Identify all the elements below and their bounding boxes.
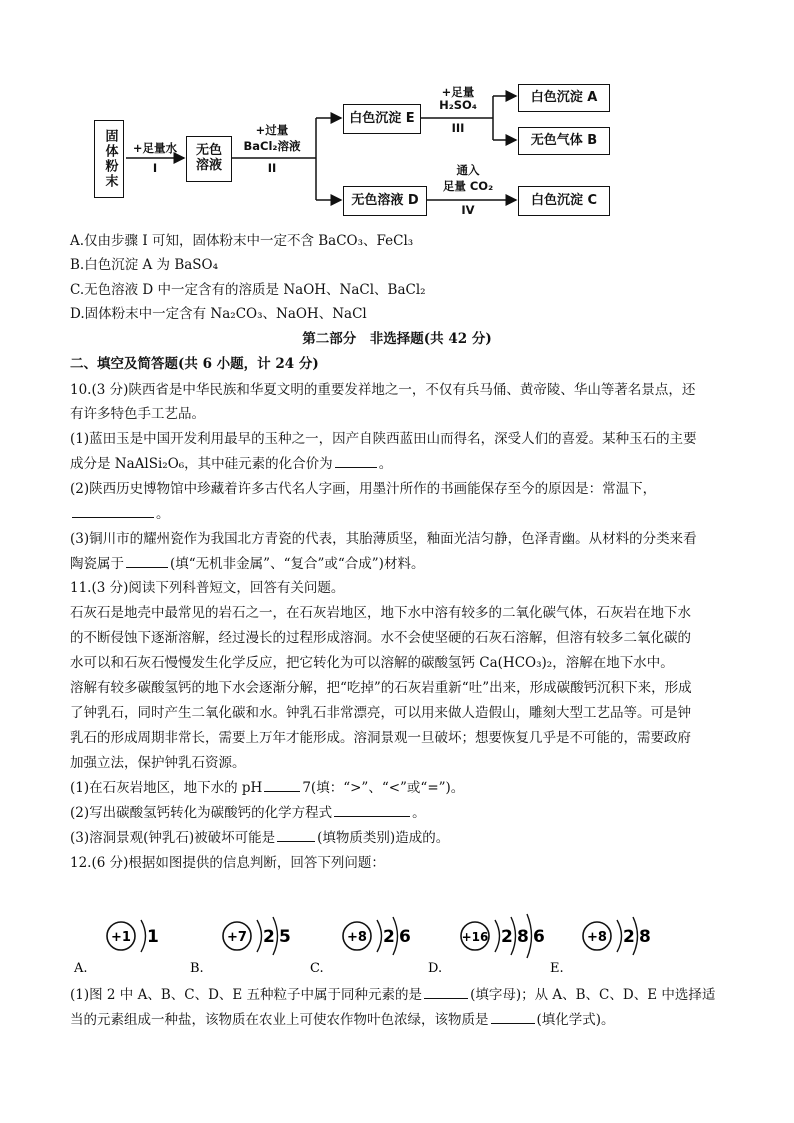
solid-powder-label: 固体粉末 xyxy=(102,129,118,189)
electron-count: 8 xyxy=(639,927,651,947)
electron-count: 6 xyxy=(533,927,545,947)
step1-reagent: +足量水 xyxy=(132,141,178,155)
q10-p3-answer-blank[interactable] xyxy=(126,566,168,568)
q11-p1-answer-blank[interactable] xyxy=(264,790,300,792)
q11-p2 xyxy=(70,801,730,825)
q11-p2-end: 。 xyxy=(412,805,426,821)
atom-diagrams-svg xyxy=(70,900,670,980)
electron-count: 2 xyxy=(383,927,395,947)
q11-para1-line3: 水可以和石灰石慢慢发生化学反应，把它转化为可以溶解的碳酸氢钙 Ca(HCO₃)₂，溶解在地下水中。 xyxy=(70,655,674,671)
q10-p3-line2 xyxy=(70,552,730,576)
q11-p1 xyxy=(70,776,730,800)
q12-p1-answer-blank1[interactable] xyxy=(424,997,468,999)
option-b: B.白色沉淀 A 为 BaSO₄ xyxy=(70,257,219,273)
q10-p1-text: 成分是 NaAlSi₂O₆，其中硅元素的化合价为 xyxy=(70,456,333,472)
nucleus-charge: +1 xyxy=(111,930,131,945)
q11-p1-text: (1)在石灰岩地区，地下水的 pH xyxy=(70,780,263,796)
nucleus-charge: +7 xyxy=(227,930,247,945)
q10-p1-line1: (1)蓝田玉是中国开发利用最早的玉种之一，因产自陕西蓝田山而得名，深受人们的喜爱。某种玉石的主要 xyxy=(70,431,697,447)
q11-p3 xyxy=(70,826,730,850)
q10-p3-end: (填“无机非金属”、“复合”或“合成”)材料。 xyxy=(170,556,425,572)
q11-para1-line2: 的不断侵蚀下逐渐溶解，经过漫长的过程形成溶洞。水不会使坚硬的石灰石溶解，但溶有较多二氧化碳的 xyxy=(70,630,691,646)
electron-count: 6 xyxy=(399,927,411,947)
electron-count: 5 xyxy=(279,927,291,947)
q10-p2-line2 xyxy=(70,502,730,526)
q10-stem-line1: 10.(3 分)陕西省是中华民族和华夏文明的重要发祥地之一，不仅有兵马俑、黄帝陵、华山等著名景点，还 xyxy=(70,382,696,398)
q11-p3-text: (3)溶洞景观(钟乳石)被破坏可能是 xyxy=(70,830,276,846)
q11-para1-line1: 石灰石是地壳中最常见的岩石之一，在石灰岩地区，地下水中溶有较多的二氧化碳气体，石灰岩在地下水 xyxy=(70,605,691,621)
q10-p2-answer-blank[interactable] xyxy=(72,516,154,518)
q11-para2-line1: 溶解有较多碳酸氢钙的地下水会逐渐分解，把“吃掉”的石灰岩重新“吐”出来，形成碳酸钙沉积下来，形成 xyxy=(70,680,692,696)
colorless-solution-box xyxy=(186,136,232,182)
step1-number: I xyxy=(152,161,158,175)
atom-diagram-c xyxy=(310,917,411,976)
colorless-solution-label: 无色溶液 xyxy=(195,143,222,173)
q12-p1-line1 xyxy=(70,983,730,1007)
q11-p3-end: (填物质类别)造成的。 xyxy=(317,830,450,846)
q10-p2-end: 。 xyxy=(156,506,170,522)
atom-structure-diagrams xyxy=(70,900,670,980)
colorless-solution-d-box xyxy=(343,186,427,216)
q12-p1-line2 xyxy=(70,1008,730,1032)
q11-para2-line2: 了钟乳石，同时产生二氧化碳和水。钟乳石非常漂亮，可以用来做人造假山，雕刻大型工艺品等。可是钟 xyxy=(70,705,691,721)
atom-diagram-e xyxy=(550,917,651,976)
step4-number: IV xyxy=(461,203,475,217)
part2-title: 第二部分 非选择题(共 42 分) xyxy=(302,331,492,347)
white-precipitate-c-label: 白色沉淀 C xyxy=(530,192,598,208)
step2-reagent-line2: BaCl₂溶液 xyxy=(243,139,301,153)
q11-p1-end: 7(填：“>”、“<”或“=”)。 xyxy=(302,780,465,796)
q10-p2-line1: (2)陕西历史博物馆中珍藏着许多古代名人字画，用墨汁所作的书画能保存至今的原因是：常温下， xyxy=(70,481,657,497)
colorless-solution-d-label: 无色溶液 D xyxy=(351,192,419,208)
colorless-gas-b-box xyxy=(518,127,610,155)
q10-p3-line1: (3)铜川市的耀州瓷作为我国北方青瓷的代表，其胎薄质坚，釉面光洁匀静，色泽青幽。从材料的分类来看 xyxy=(70,531,697,547)
atom-label: A. xyxy=(74,961,88,976)
q11-p2-text: (2)写出碳酸氢钙转化为碳酸钙的化学方程式 xyxy=(70,805,333,821)
electron-count: 1 xyxy=(147,927,159,947)
electron-shell xyxy=(257,920,262,952)
q11-para2-line4: 加强立法，保护钟乳石资源。 xyxy=(70,755,246,771)
option-c: C.无色溶液 D 中一定含有的溶质是 NaOH、NaCl、BaCl₂ xyxy=(70,282,426,298)
q10-p1-line2 xyxy=(70,452,730,476)
atom-label: D. xyxy=(428,961,443,976)
step3-reagent-line2: H₂SO₄ xyxy=(439,98,477,112)
atom-diagram-d xyxy=(428,914,545,976)
step4-reagent-line1: 通入 xyxy=(456,163,480,177)
q11-stem: 11.(3 分)阅读下列科普短文，回答有关问题。 xyxy=(70,580,345,596)
electron-shell xyxy=(617,920,622,952)
option-a: A.仅由步骤 I 可知，固体粉末中一定不含 BaCO₃、FeCl₃ xyxy=(70,233,414,249)
step4-reagent-line2: 足量 CO₂ xyxy=(442,179,494,193)
q11-p3-answer-blank[interactable] xyxy=(277,840,315,842)
electron-shell xyxy=(377,920,382,952)
q12-p1-answer-blank2[interactable] xyxy=(491,1022,535,1024)
nucleus-charge: +8 xyxy=(347,930,367,945)
section2-title: 二、填空及简答题(共 6 小题，计 24 分) xyxy=(70,356,319,372)
colorless-gas-b-label: 无色气体 B xyxy=(530,132,598,148)
electron-count: 8 xyxy=(517,927,529,947)
step3-reagent-line1: +足量 xyxy=(441,85,475,99)
white-precipitate-e-box xyxy=(343,104,421,134)
white-precipitate-e-label: 白色沉淀 E xyxy=(349,110,415,126)
q12-p1-text: (1)图 2 中 A、B、C、D、E 五种粒子中属于同种元素的是 xyxy=(70,987,423,1003)
q12-p1-mid: (填字母)；从 A、B、C、D、E 中选择适 xyxy=(470,987,716,1003)
atom-label: E. xyxy=(550,961,564,976)
electron-shell xyxy=(495,920,500,952)
white-precipitate-c-box xyxy=(518,186,610,216)
atom-diagram-a xyxy=(73,920,159,976)
atom-label: C. xyxy=(310,961,324,976)
electron-count: 2 xyxy=(263,927,275,947)
option-d: D.固体粉末中一定含有 Na₂CO₃、NaOH、NaCl xyxy=(70,306,367,322)
q10-p3-text: 陶瓷属于 xyxy=(70,556,124,572)
nucleus-charge: +16 xyxy=(461,930,489,944)
solid-powder-box xyxy=(94,120,124,198)
q12-p1-text2: 当的元素组成一种盐，该物质在农业上可使农作物叶色浓绿，该物质是 xyxy=(70,1012,489,1028)
q10-stem-line2: 有许多特色手工艺品。 xyxy=(70,406,205,422)
step2-number: II xyxy=(267,161,277,175)
q11-p2-answer-blank[interactable] xyxy=(334,815,410,817)
nucleus-charge: +8 xyxy=(587,930,607,945)
white-precipitate-a-box xyxy=(518,84,610,112)
q12-stem: 12.(6 分)根据如图提供的信息判断，回答下列问题： xyxy=(70,855,385,871)
step2-reagent-line1: +过量 xyxy=(255,123,289,137)
atom-label: B. xyxy=(190,961,204,976)
q10-p1-end: 。 xyxy=(378,456,393,472)
flow-diagram xyxy=(88,80,628,225)
q11-para2-line3: 乳石的形成周期非常长，需要上万年才能形成。溶洞景观一旦破坏；想要恢复几乎是不可能的，需要政府 xyxy=(70,730,691,746)
white-precipitate-a-label: 白色沉淀 A xyxy=(530,89,598,105)
electron-shell xyxy=(141,920,146,952)
q12-p1-end: (填化学式)。 xyxy=(536,1012,615,1028)
electron-count: 2 xyxy=(623,927,635,947)
step3-number: III xyxy=(451,121,465,135)
q10-p1-answer-blank[interactable] xyxy=(335,466,377,468)
electron-count: 2 xyxy=(501,927,513,947)
atom-diagram-b xyxy=(190,917,291,976)
